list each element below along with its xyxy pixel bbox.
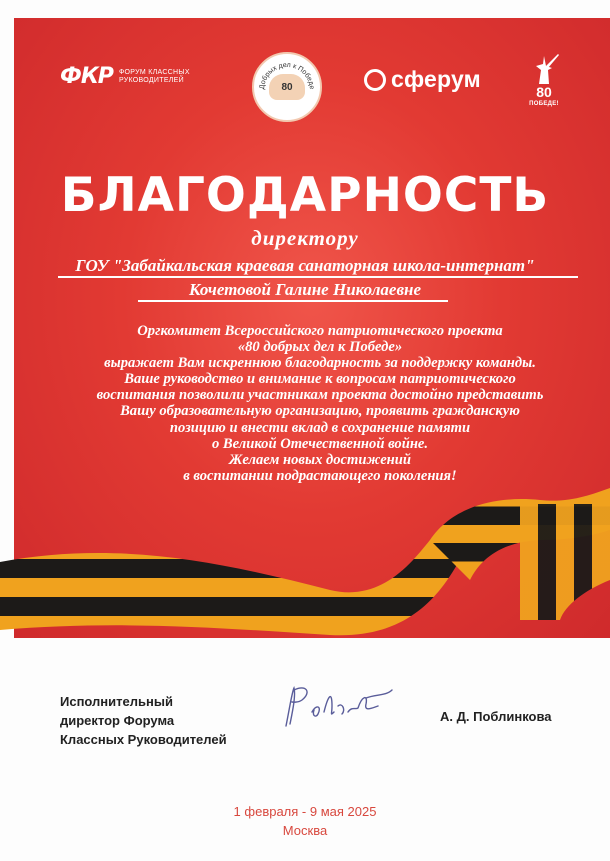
svg-text:Добрых дел к Победе xyxy=(259,62,315,90)
victory-number: 80 xyxy=(536,84,552,100)
organization-name: ГОУ "Забайкальская краевая санаторная школа-интернат" xyxy=(75,256,535,275)
st-george-ribbon xyxy=(0,467,610,660)
body-line: Ваше руководство и внимание к вопросам патриотического xyxy=(124,371,516,388)
body-line: о Великой Отечественной войне. xyxy=(211,435,429,452)
city-name: Москва xyxy=(282,823,328,838)
badge-arc xyxy=(254,54,320,120)
recipient-role: директору xyxy=(251,226,359,250)
body-line: воспитания позволили участникам проекта достойно представить xyxy=(96,387,544,404)
body-line: выражает Вам искреннюю благодарность за поддержку команды. xyxy=(104,355,536,372)
project-badge-logo xyxy=(252,52,322,122)
project-dates: 1 февраля - 9 мая 2025 xyxy=(233,804,377,819)
name-underline xyxy=(138,300,448,302)
handwritten-signature xyxy=(272,676,402,736)
recipient-name: Кочетовой Галине Николаевне xyxy=(188,280,422,299)
badge-number: 80 xyxy=(281,81,293,93)
organization-underline xyxy=(58,276,578,278)
body-line: в воспитании подрастающего поколения! xyxy=(183,467,457,484)
fkr-text: ФОРУМ КЛАССНЫХ РУКОВОДИТЕЛЕЙ xyxy=(118,68,190,84)
sferum-icon xyxy=(364,69,386,91)
sferum-text: сферум xyxy=(391,66,481,92)
signatory-name: А. Д. Поблинкова xyxy=(440,709,552,724)
certificate-title: БЛАГОДАРНОСТЬ xyxy=(60,168,550,223)
motherland-statue-icon xyxy=(524,54,564,88)
certificate-body xyxy=(40,323,600,484)
sferum-logo xyxy=(364,66,481,93)
body-line: Вашу образовательную организацию, проявить гражданскую xyxy=(120,403,520,420)
fkr-logo xyxy=(60,64,209,89)
fkr-mark: ФКР xyxy=(60,64,113,89)
signatory-role-line: Классных Руководителей xyxy=(60,732,227,747)
signatory-role-line: директор Форума xyxy=(60,713,175,728)
signatory-role-line: Исполнительный xyxy=(60,694,173,709)
body-line: Оргкомитет Всероссийского патриотического проекта xyxy=(137,323,503,339)
body-line: «80 добрых дел к Победе» xyxy=(237,339,403,356)
signatory-role xyxy=(60,692,227,749)
body-line: позицию и внести вклад в сохранение памяти xyxy=(169,419,471,436)
badge-arc-text: Добрых дел к Победе xyxy=(258,61,316,90)
victory-caption: ПОБЕДЕ! xyxy=(529,101,559,107)
victory-80-logo xyxy=(524,54,564,118)
body-line: Желаем новых достижений xyxy=(228,451,412,468)
